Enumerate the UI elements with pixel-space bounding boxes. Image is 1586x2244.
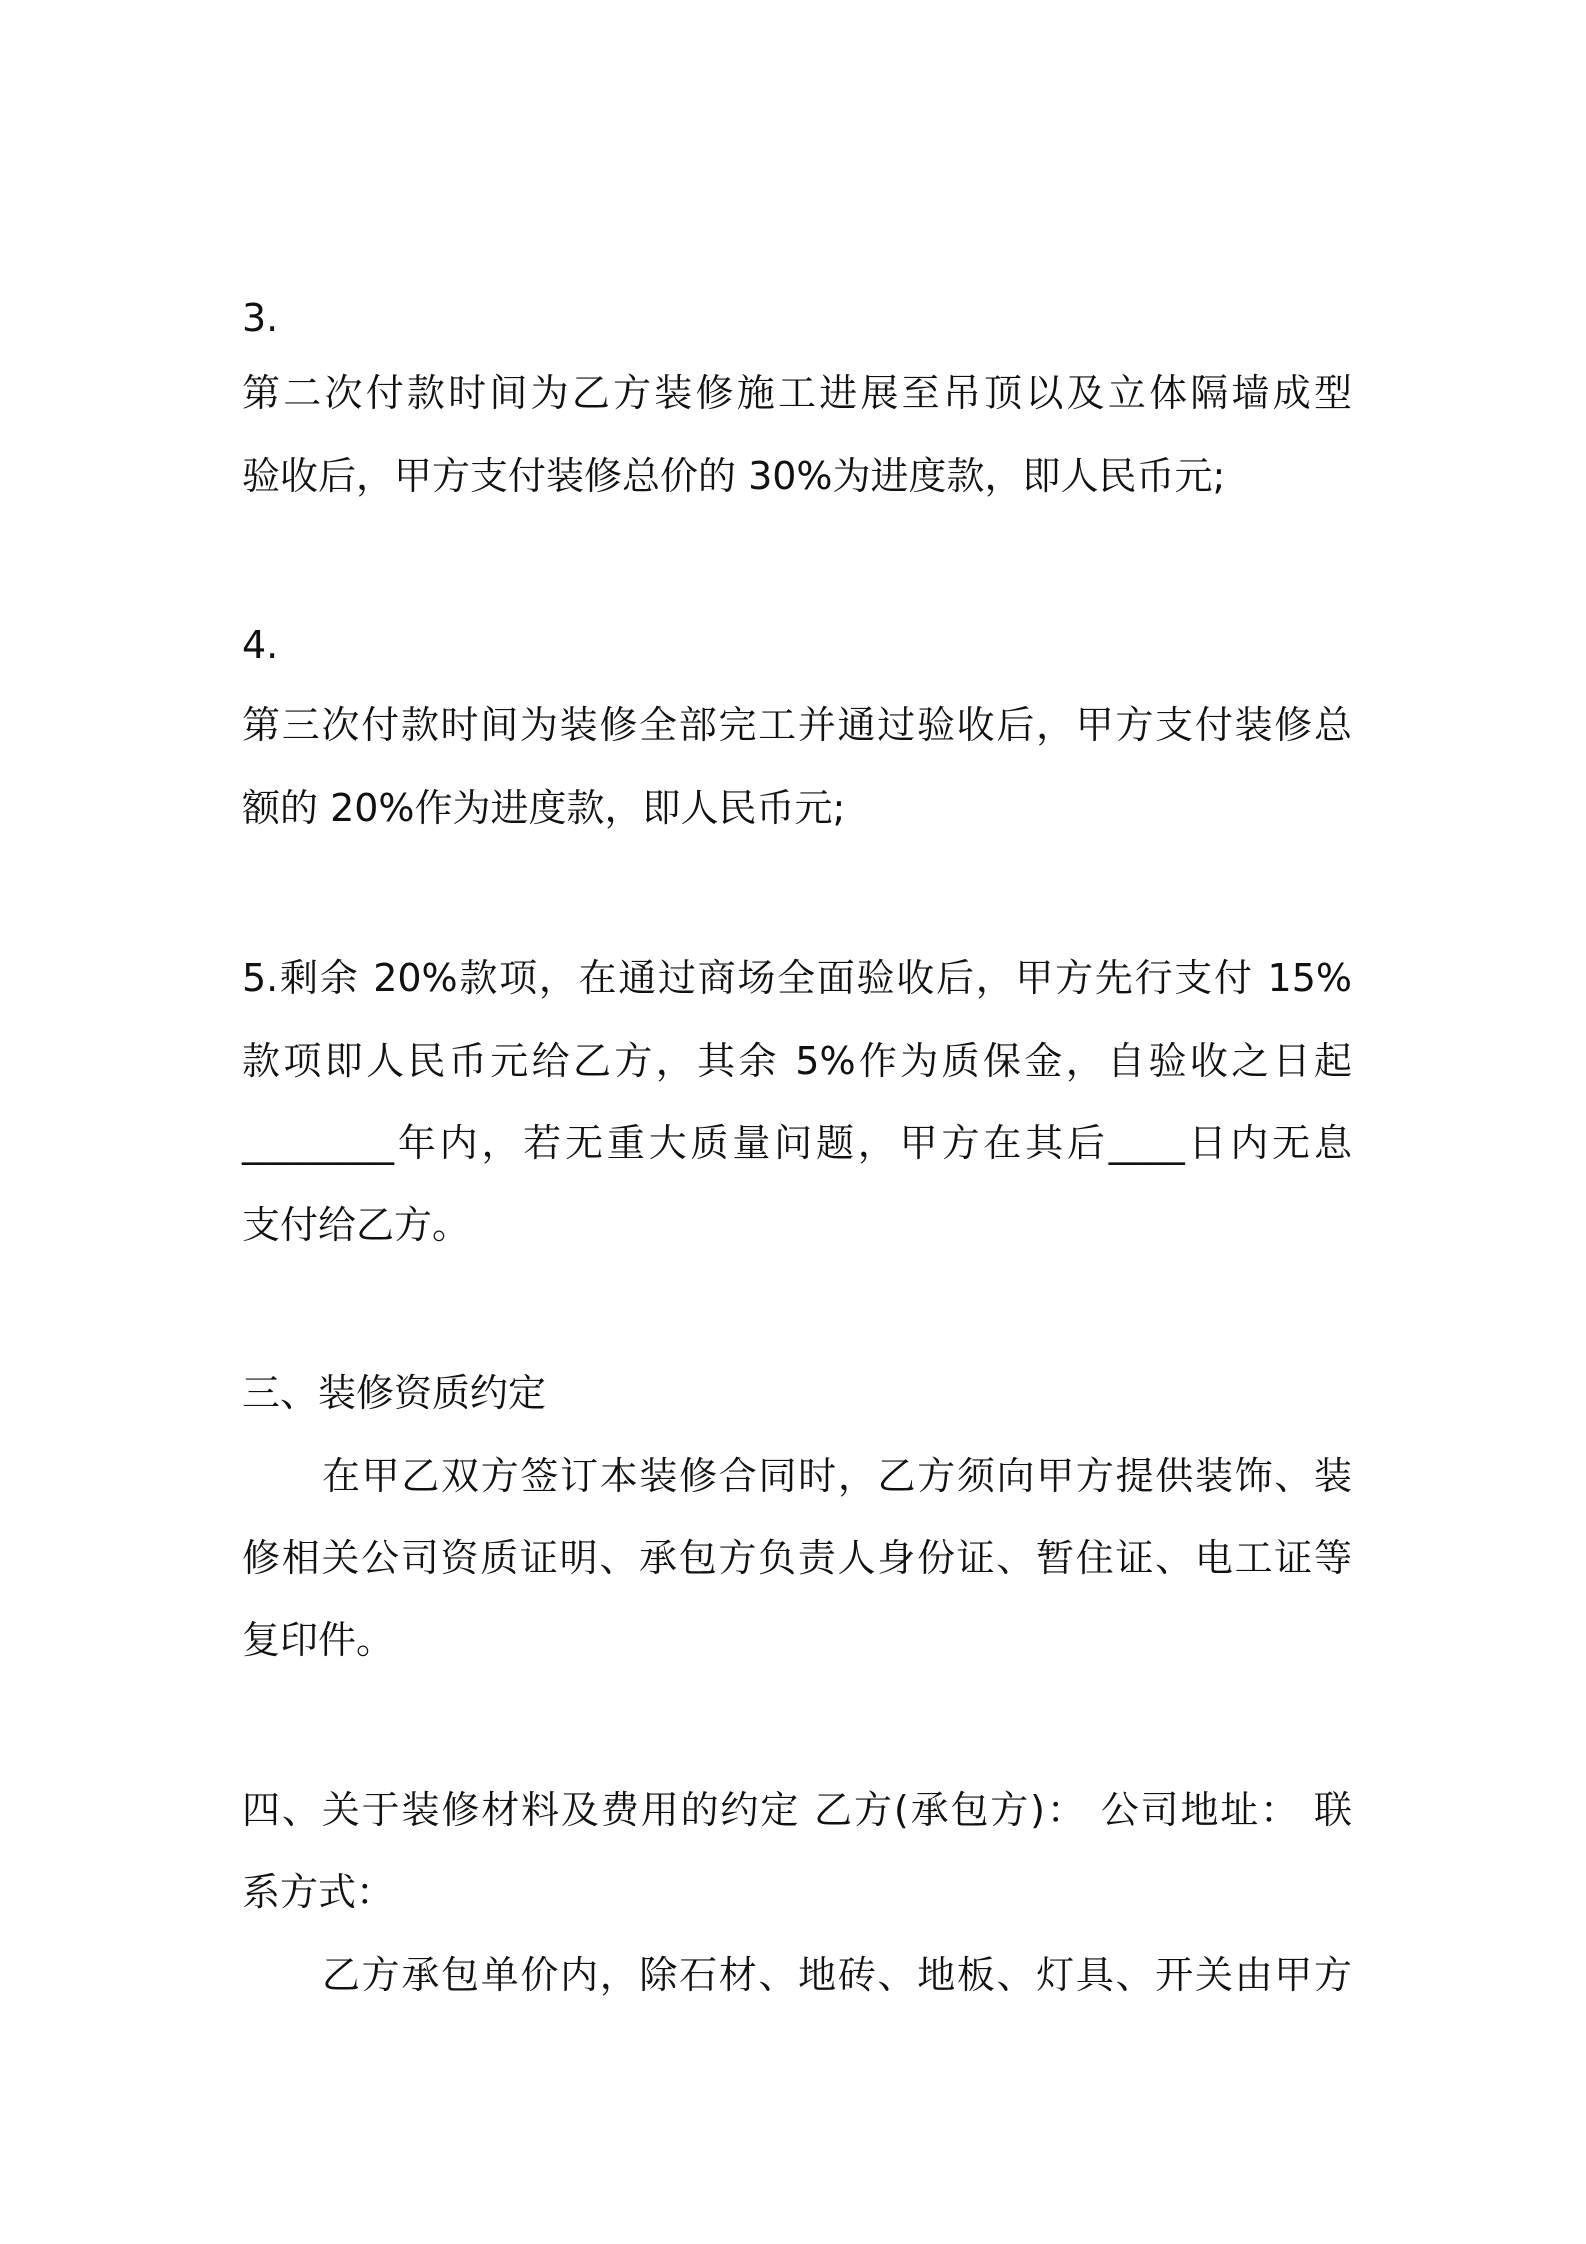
section-4-heading-line-2: 系方式： <box>242 1870 395 1914</box>
item-5-line-4: 支付给乙方。 <box>242 1203 471 1247</box>
section-3-line-1: 在甲乙双方签订本装修合同时，乙方须向甲方提供装饰、装 <box>322 1454 1352 1498</box>
section-4-line-1: 乙方承包单价内，除石材、地砖、地板、灯具、开关由甲方 <box>322 1953 1352 1997</box>
item-3-line-1: 第二次付款时间为乙方装修施工进展至吊顶以及立体隔墙成型 <box>242 371 1352 415</box>
section-4-heading-line-1: 四、关于装修材料及费用的约定 乙方(承包方)： 公司地址： 联 <box>242 1788 1352 1832</box>
item-4-line-1: 第三次付款时间为装修全部完工并通过验收后，甲方支付装修总 <box>242 703 1352 747</box>
item-5-line-3: ________年内，若无重大质量问题，甲方在其后____日内无息 <box>242 1121 1352 1165</box>
item-4-line-2: 额的 20%作为进度款，即人民币元; <box>242 786 846 830</box>
document-page <box>242 0 1352 2244</box>
section-3-line-3: 复印件。 <box>242 1618 395 1662</box>
item-4-number: 4. <box>242 623 279 667</box>
item-3-line-2: 验收后，甲方支付装修总价的 30%为进度款，即人民币元; <box>242 454 1226 498</box>
item-3-number: 3. <box>242 296 279 340</box>
section-3-heading: 三、装修资质约定 <box>242 1371 547 1415</box>
item-5-line-2: 款项即人民币元给乙方，其余 5%作为质保金，自验收之日起 <box>242 1039 1352 1083</box>
item-5-line-1: 5.剩余 20%款项，在通过商场全面验收后，甲方先行支付 15% <box>242 956 1352 1000</box>
section-3-line-2: 修相关公司资质证明、承包方负责人身份证、暂住证、电工证等 <box>242 1536 1352 1580</box>
